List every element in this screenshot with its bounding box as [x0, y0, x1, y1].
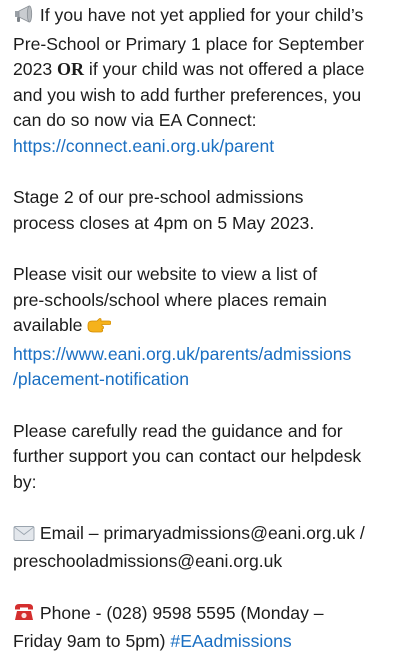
website-line-2: pre-schools/school where places remain	[13, 289, 327, 310]
or-emphasis: OR	[57, 59, 85, 80]
placement-link-line-2[interactable]: /placement-notification	[13, 369, 190, 390]
envelope-icon	[13, 524, 35, 550]
guidance-line-2: further support you can contact our helpdesk	[13, 446, 362, 467]
guidance-line-3: by:	[13, 471, 37, 492]
email-paragraph	[13, 521, 399, 575]
website-paragraph	[13, 262, 399, 393]
backhand-index-pointing-right-icon	[87, 316, 111, 342]
website-line-3: available	[13, 313, 399, 342]
ea-connect-link[interactable]: https://connect.eani.org.uk/parent	[13, 135, 275, 156]
telephone-icon	[13, 602, 35, 630]
stage2-line-2: process closes at 4pm on 5 May 2023.	[13, 212, 315, 233]
intro-line-1: If you have not yet applied for your child’s	[13, 3, 399, 32]
guidance-line-1: Please carefully read the guidance and for	[13, 420, 343, 441]
preschool-admissions-email[interactable]: preschooladmissions@eani.org.uk	[13, 551, 283, 572]
email-line-1: Email – primaryadmissions@eani.org.uk /	[13, 521, 399, 550]
intro-line-2: Pre-School or Primary 1 place for September	[13, 33, 365, 54]
stage2-line-1: Stage 2 of our pre-school admissions	[13, 187, 304, 208]
phone-line-2: Friday 9am to 5pm) #EAadmissions	[13, 631, 292, 652]
intro-line-4: and you wish to add further preferences, you	[13, 84, 362, 105]
phone-paragraph	[13, 601, 399, 655]
intro-paragraph	[13, 3, 399, 160]
stage2-paragraph	[13, 185, 399, 236]
ea-admissions-hashtag[interactable]: #EAadmissions	[170, 631, 292, 652]
primary-admissions-email[interactable]: primaryadmissions@eani.org.uk	[103, 522, 356, 543]
intro-line-3: 2023 OR if your child was not offered a place	[13, 59, 365, 80]
placement-link-line-1[interactable]: https://www.eani.org.uk/parents/admissions	[13, 343, 352, 364]
intro-line-5: can do so now via EA Connect:	[13, 110, 257, 131]
megaphone-icon	[13, 4, 35, 32]
phone-line-1: Phone - (028) 9598 5595 (Monday –	[13, 601, 399, 630]
guidance-paragraph	[13, 419, 399, 496]
website-line-1: Please visit our website to view a list of	[13, 263, 318, 284]
